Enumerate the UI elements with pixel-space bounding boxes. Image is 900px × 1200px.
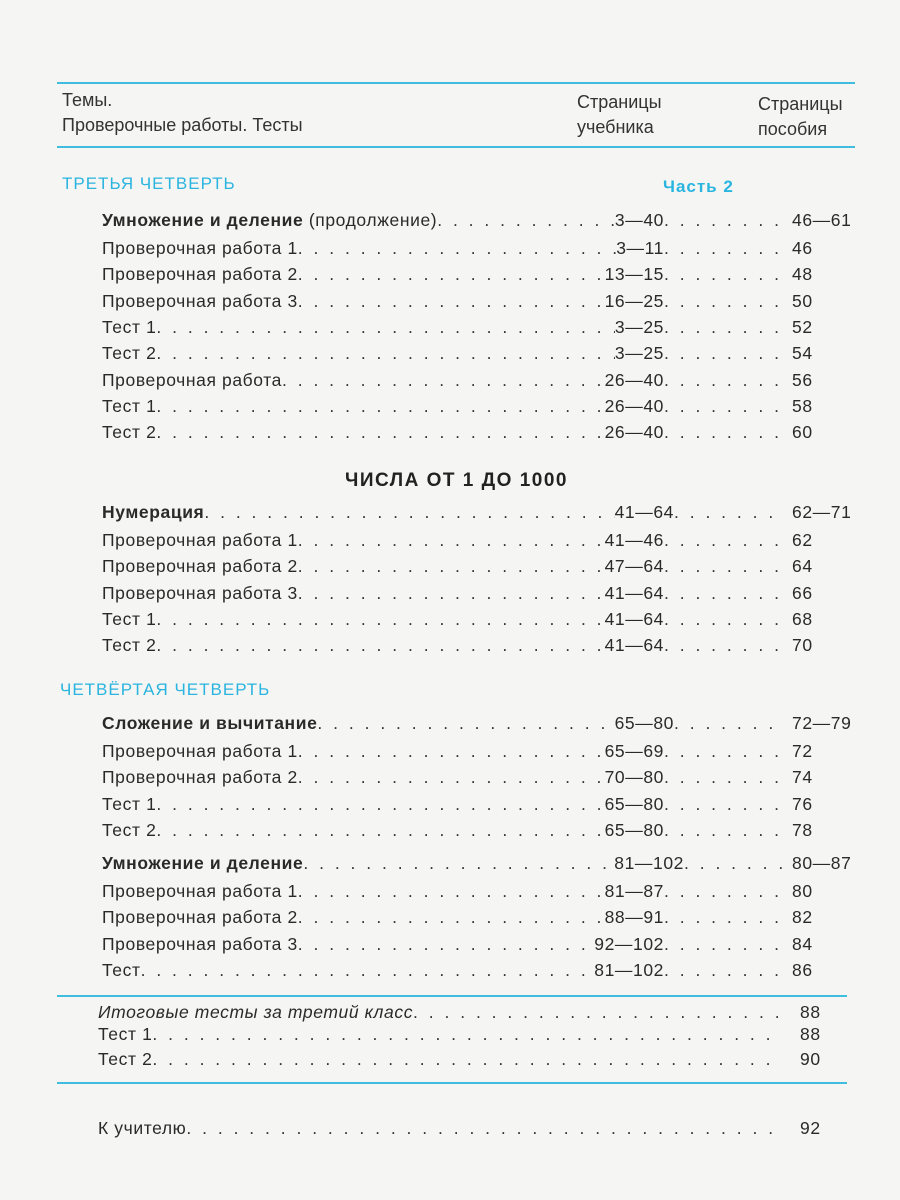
manual-pages: 70 xyxy=(792,635,813,656)
textbook-pages: 26—40 xyxy=(604,422,664,443)
entry-label: Тест 1 xyxy=(98,1024,153,1044)
entry-label: Проверочная работа 1 xyxy=(102,881,298,901)
header-textbook-line1: Страницы xyxy=(577,92,662,112)
leader-dots xyxy=(156,396,604,417)
toc-entry-row[interactable] xyxy=(102,583,862,609)
manual-pages: 92 xyxy=(800,1118,821,1138)
manual-pages: 62—71 xyxy=(792,502,852,522)
manual-pages: 54 xyxy=(792,343,813,364)
textbook-pages: 88—91 xyxy=(604,907,664,928)
toc-entry-row[interactable] xyxy=(102,530,862,556)
header-textbook-line2: учебника xyxy=(577,117,654,137)
leader-dots xyxy=(664,530,784,551)
toc-entry-row[interactable] xyxy=(102,264,862,290)
chapter-title-numbers: ЧИСЛА ОТ 1 ДО 1000 xyxy=(345,470,568,491)
textbook-pages: 26—40 xyxy=(604,395,664,416)
toc-teacher-row[interactable] xyxy=(98,1118,848,1144)
leader-dots xyxy=(141,960,595,981)
leader-dots xyxy=(152,1049,778,1070)
entry-label: Тест 1 xyxy=(102,395,157,416)
leader-dots xyxy=(156,635,604,656)
entry-label: Проверочная работа 2 xyxy=(102,907,298,928)
toc-entry-row[interactable] xyxy=(102,422,862,448)
manual-pages: 86 xyxy=(792,959,813,980)
leader-dots xyxy=(664,343,784,364)
manual-pages: 52 xyxy=(792,316,813,337)
toc-entry-row[interactable] xyxy=(102,317,862,343)
leader-dots xyxy=(204,502,614,523)
toc-entry-row[interactable] xyxy=(102,907,862,933)
leader-dots xyxy=(664,907,784,928)
textbook-pages: 41—64 xyxy=(604,608,664,629)
leader-dots xyxy=(298,556,605,577)
manual-pages: 80 xyxy=(792,881,813,901)
leader-dots xyxy=(303,853,614,874)
entry-label: Проверочная работа 3 xyxy=(102,933,298,954)
leader-dots xyxy=(437,210,615,231)
leader-dots xyxy=(664,396,784,417)
manual-pages: 48 xyxy=(792,264,813,285)
manual-pages: 76 xyxy=(792,793,813,814)
manual-pages: 58 xyxy=(792,395,813,416)
leader-dots xyxy=(664,556,784,577)
entry-label: Проверочная работа 3 xyxy=(102,290,298,311)
leader-dots xyxy=(664,317,784,338)
toc-entry-row[interactable] xyxy=(102,934,862,960)
manual-pages: 68 xyxy=(792,608,813,629)
header-col-manual-pages xyxy=(758,92,843,142)
entry-label: Проверочная работа xyxy=(102,369,282,390)
entry-label: Тест 2 xyxy=(102,422,157,443)
leader-dots xyxy=(664,741,784,762)
toc-topic-row[interactable] xyxy=(102,853,862,879)
manual-pages: 50 xyxy=(792,290,813,311)
entry-label: Проверочная работа 1 xyxy=(102,530,298,550)
final-bottom-rule xyxy=(57,1082,847,1084)
textbook-pages: 81—87 xyxy=(604,881,664,901)
toc-topic-row[interactable] xyxy=(102,713,862,739)
leader-dots xyxy=(664,635,784,656)
manual-pages: 46—61 xyxy=(792,210,852,230)
leader-dots xyxy=(664,370,784,391)
entry-label: Тест 1 xyxy=(102,608,157,629)
leader-dots xyxy=(674,502,784,523)
textbook-pages: 16—25 xyxy=(604,290,664,311)
entry-label: Тест 2 xyxy=(102,343,157,364)
leader-dots xyxy=(664,881,784,902)
header-topics-line2: Проверочные работы. Тесты xyxy=(62,115,303,135)
textbook-pages: 81—102 xyxy=(594,959,664,980)
leader-dots xyxy=(156,609,604,630)
manual-pages: 82 xyxy=(792,907,813,928)
leader-dots xyxy=(664,210,784,231)
entry-label: Проверочная работа 3 xyxy=(102,582,298,603)
header-col-topics xyxy=(62,88,303,138)
entry-label: Проверочная работа 2 xyxy=(102,767,298,788)
manual-pages: 60 xyxy=(792,422,813,443)
leader-dots xyxy=(298,264,605,285)
topic-title: Умножение и деление xyxy=(102,853,304,873)
leader-dots xyxy=(156,794,604,815)
textbook-pages: 65—69 xyxy=(604,741,664,761)
manual-pages: 80—87 xyxy=(792,853,852,873)
textbook-pages: 65—80 xyxy=(614,713,674,733)
leader-dots xyxy=(664,264,784,285)
textbook-pages: 3—25 xyxy=(614,316,664,337)
textbook-pages: 3—11 xyxy=(616,238,664,258)
topic-subtitle: (продолжение) xyxy=(303,210,438,230)
header-col-textbook-pages xyxy=(577,90,662,140)
manual-pages: 72—79 xyxy=(792,713,852,733)
entry-label: Проверочная работа 2 xyxy=(102,556,298,577)
toc-entry-row[interactable] xyxy=(102,635,862,661)
section-title-fourth-quarter: ЧЕТВЁРТАЯ ЧЕТВЕРТЬ xyxy=(60,680,271,699)
leader-dots xyxy=(298,907,605,928)
topic-title: Сложение и вычитание xyxy=(102,713,318,733)
leader-dots xyxy=(156,343,614,364)
entry-label: Тест 1 xyxy=(102,316,157,337)
leader-dots xyxy=(152,1024,778,1045)
final-top-rule xyxy=(57,995,847,997)
leader-dots xyxy=(664,820,784,841)
leader-dots xyxy=(298,583,605,604)
leader-dots xyxy=(298,741,605,762)
toc-entry-row[interactable] xyxy=(102,291,862,317)
toc-entry-row[interactable] xyxy=(102,370,862,396)
manual-pages: 84 xyxy=(792,933,813,954)
topic-title: Нумерация xyxy=(102,502,205,522)
topic-title: Умножение и деление xyxy=(102,210,304,230)
entry-label: Тест 2 xyxy=(98,1049,153,1069)
toc-entry-row[interactable] xyxy=(102,556,862,582)
part-label: Часть 2 xyxy=(663,177,734,196)
toc-entry-row[interactable] xyxy=(102,609,862,635)
toc-entry-row[interactable] xyxy=(102,396,862,422)
entry-label: Проверочная работа 1 xyxy=(102,741,298,761)
leader-dots xyxy=(664,960,784,981)
leader-dots xyxy=(664,583,784,604)
textbook-pages: 47—64 xyxy=(604,556,664,577)
textbook-pages: 70—80 xyxy=(604,767,664,788)
manual-pages: 88 xyxy=(800,1002,821,1022)
leader-dots xyxy=(298,767,605,788)
manual-pages: 62 xyxy=(792,530,813,550)
header-bottom-rule xyxy=(57,146,855,148)
textbook-pages: 13—15 xyxy=(604,264,664,285)
leader-dots xyxy=(298,238,616,259)
leader-dots xyxy=(298,291,605,312)
leader-dots xyxy=(317,713,614,734)
toc-entry-row[interactable] xyxy=(98,1049,848,1075)
header-topics-line1: Темы. xyxy=(62,90,113,110)
textbook-pages: 81—102 xyxy=(614,853,684,873)
entry-label: Тест xyxy=(102,959,141,980)
leader-dots xyxy=(298,881,605,902)
textbook-pages: 65—80 xyxy=(604,793,664,814)
teacher-label: К учителю xyxy=(98,1118,187,1138)
entry-label: Тест 2 xyxy=(102,635,157,656)
manual-pages: 56 xyxy=(792,369,813,390)
leader-dots xyxy=(664,422,784,443)
leader-dots xyxy=(413,1002,778,1023)
toc-entry-row[interactable] xyxy=(102,820,862,846)
leader-dots xyxy=(664,238,784,259)
toc-entry-row[interactable] xyxy=(102,741,862,767)
leader-dots xyxy=(186,1118,778,1139)
textbook-pages: 92—102 xyxy=(594,933,664,954)
leader-dots xyxy=(664,794,784,815)
manual-pages: 64 xyxy=(792,556,813,577)
leader-dots xyxy=(664,291,784,312)
manual-pages: 74 xyxy=(792,767,813,788)
entry-label: Проверочная работа 1 xyxy=(102,238,298,258)
leader-dots xyxy=(684,853,784,874)
toc-entry-row[interactable] xyxy=(102,960,862,986)
textbook-pages: 41—64 xyxy=(614,502,674,522)
leader-dots xyxy=(664,934,784,955)
header-manual-line2: пособия xyxy=(758,119,828,139)
section-title-third-quarter: ТРЕТЬЯ ЧЕТВЕРТЬ xyxy=(62,174,236,193)
toc-entry-row[interactable] xyxy=(102,343,862,369)
manual-pages: 78 xyxy=(792,819,813,840)
toc-topic-row[interactable] xyxy=(102,502,862,528)
manual-pages: 46 xyxy=(792,238,813,258)
toc-entry-row[interactable] xyxy=(102,767,862,793)
toc-entry-row[interactable] xyxy=(102,794,862,820)
leader-dots xyxy=(282,370,605,391)
entry-label: Проверочная работа 2 xyxy=(102,264,298,285)
toc-entry-row[interactable] xyxy=(102,238,862,264)
leader-dots xyxy=(156,820,604,841)
header-top-rule xyxy=(57,82,855,84)
manual-pages: 90 xyxy=(800,1049,821,1069)
final-tests-title: Итоговые тесты за третий класс xyxy=(98,1002,414,1022)
manual-pages: 72 xyxy=(792,741,813,761)
toc-entry-row[interactable] xyxy=(102,881,862,907)
textbook-pages: 26—40 xyxy=(604,369,664,390)
leader-dots xyxy=(664,609,784,630)
header-manual-line1: Страницы xyxy=(758,94,843,114)
textbook-pages: 65—80 xyxy=(604,819,664,840)
leader-dots xyxy=(156,317,614,338)
toc-entry-row[interactable] xyxy=(98,1024,848,1050)
textbook-pages: 3—25 xyxy=(614,343,664,364)
leader-dots xyxy=(298,934,594,955)
leader-dots xyxy=(674,713,784,734)
entry-label: Тест 2 xyxy=(102,819,157,840)
manual-pages: 88 xyxy=(800,1024,821,1044)
textbook-pages: 41—64 xyxy=(604,582,664,603)
leader-dots xyxy=(156,422,604,443)
textbook-pages: 3—40 xyxy=(614,210,664,230)
leader-dots xyxy=(298,530,605,551)
textbook-pages: 41—46 xyxy=(604,530,664,550)
entry-label: Тест 1 xyxy=(102,793,157,814)
toc-topic-row[interactable] xyxy=(102,210,862,236)
leader-dots xyxy=(664,767,784,788)
textbook-pages: 41—64 xyxy=(604,635,664,656)
manual-pages: 66 xyxy=(792,582,813,603)
